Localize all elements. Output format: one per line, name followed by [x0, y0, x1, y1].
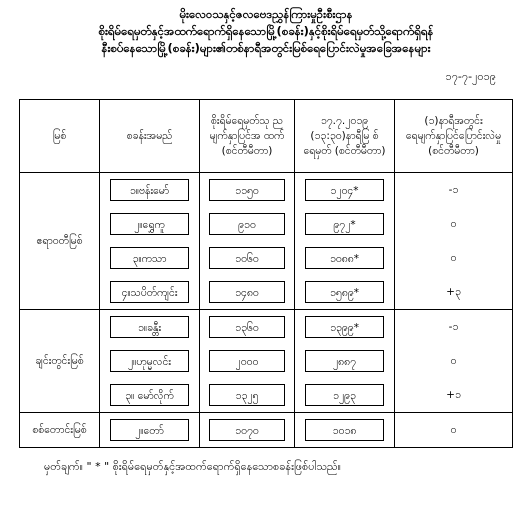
header-title-line-1: စိုးရိမ်ရေမှတ်နှင့်အထက်ရောက်ရှိနေသောမြို့(စခန်း)နှင့်စိုးရိမ်ရေမှတ်သို့ရောက်ရှိရန် [98, 24, 434, 38]
current-level-value: ၁၂၉၃ [295, 378, 395, 413]
station-name: ၂။တော် [100, 413, 200, 448]
danger-level-value: ၁၄၈၀ [200, 275, 295, 310]
hourly-change-value: ၀ [395, 207, 513, 241]
danger-level-value: ၁၃၂၅ [200, 378, 295, 413]
current-level-value: ၉၇၂* [295, 207, 395, 241]
column-header-station: စခန်းအမည် [100, 100, 200, 173]
column-header-river: မြစ် [20, 100, 100, 173]
report-header [0, 6, 532, 57]
station-name: ၂။ဟုမ္မလင်း [100, 344, 200, 378]
river-name: ချင်းတွင်းမြစ် [20, 310, 100, 413]
header-title-line-2: နီးစပ်နေသောမြို့(စခန်း)များ၏တစ်နာရီအတွင်းမြစ်ရေပြောင်းလဲမှုအခြေအနေများ [101, 41, 431, 55]
column-header-hourly-change: (၁)နာရီအတွင်း ရေမျက်နှာပြင်ပြောင်းလဲမှု (စင်တီမီတာ) [395, 100, 513, 173]
hourly-change-value: -၁ [395, 310, 513, 345]
station-name: ၄။သပိတ်ကျင်း [100, 275, 200, 310]
hourly-change-value: +၁ [395, 378, 513, 413]
hourly-change-value: ၀ [395, 413, 513, 448]
report-date: ၁၇-၇-၂၀၁၉ [445, 70, 496, 83]
hourly-change-value: ၀ [395, 241, 513, 275]
danger-level-value: ၁၃၆၀ [200, 310, 295, 345]
column-header-current-level: ၁၇.၇.၂၀၁၉ (၁၃:၃၀)နာရီမြ စ်ရေမှတ် (စင်တီမီတာ) [295, 100, 395, 173]
station-name: ၁။ခန္တီး [100, 310, 200, 345]
header-agency: မိုးလေဝသနှင့်ဇလဗေဒညွှန်ကြားမှုဦးစီးဌာန [179, 7, 353, 21]
table-header-row [20, 100, 513, 173]
river-level-table [19, 99, 513, 448]
current-level-value: ၂၈၈၇ [295, 344, 395, 378]
table-row [20, 173, 513, 208]
station-name: ၁။ဗန်းမော် [100, 173, 200, 208]
danger-level-value: ၁၀၆၀ [200, 241, 295, 275]
hourly-change-value: ၀ [395, 344, 513, 378]
station-name: ၃။ မော်လိုက် [100, 378, 200, 413]
footnote: မှတ်ချက်။ " * " စိုးရိမ်ရေမှတ်နှင့်အထက်ရောက်ရှိနေသောစခန်းဖြစ်ပါသည်။ [44, 460, 341, 473]
danger-level-value: ၂၀၀၀ [200, 344, 295, 378]
danger-level-value: ၉၁၀ [200, 207, 295, 241]
river-name: စစ်တောင်းမြစ် [20, 413, 100, 448]
danger-level-value: ၁၀၇၀ [200, 413, 295, 448]
river-name: ဧရာဝတီမြစ် [20, 173, 100, 310]
station-name: ၂။ရွှေကူ [100, 207, 200, 241]
current-level-value: ၁၀၈၈* [295, 241, 395, 275]
table-row [20, 413, 513, 448]
hourly-change-value: -၁ [395, 173, 513, 208]
hourly-change-value: +၃ [395, 275, 513, 310]
current-level-value: ၁၀၁၈ [295, 413, 395, 448]
table-row [20, 310, 513, 345]
danger-level-value: ၁၁၅၀ [200, 173, 295, 208]
current-level-value: ၁၅၈၉* [295, 275, 395, 310]
column-header-danger-level: စိုးရိမ်ရေမှတ်သု ညမျက်နှာပြင်အ ထက် (စင်တီမီတာ) [200, 100, 295, 173]
station-name: ၃။ကသာ [100, 241, 200, 275]
current-level-value: ၁၂၀၄* [295, 173, 395, 208]
current-level-value: ၁၃၉၉* [295, 310, 395, 345]
